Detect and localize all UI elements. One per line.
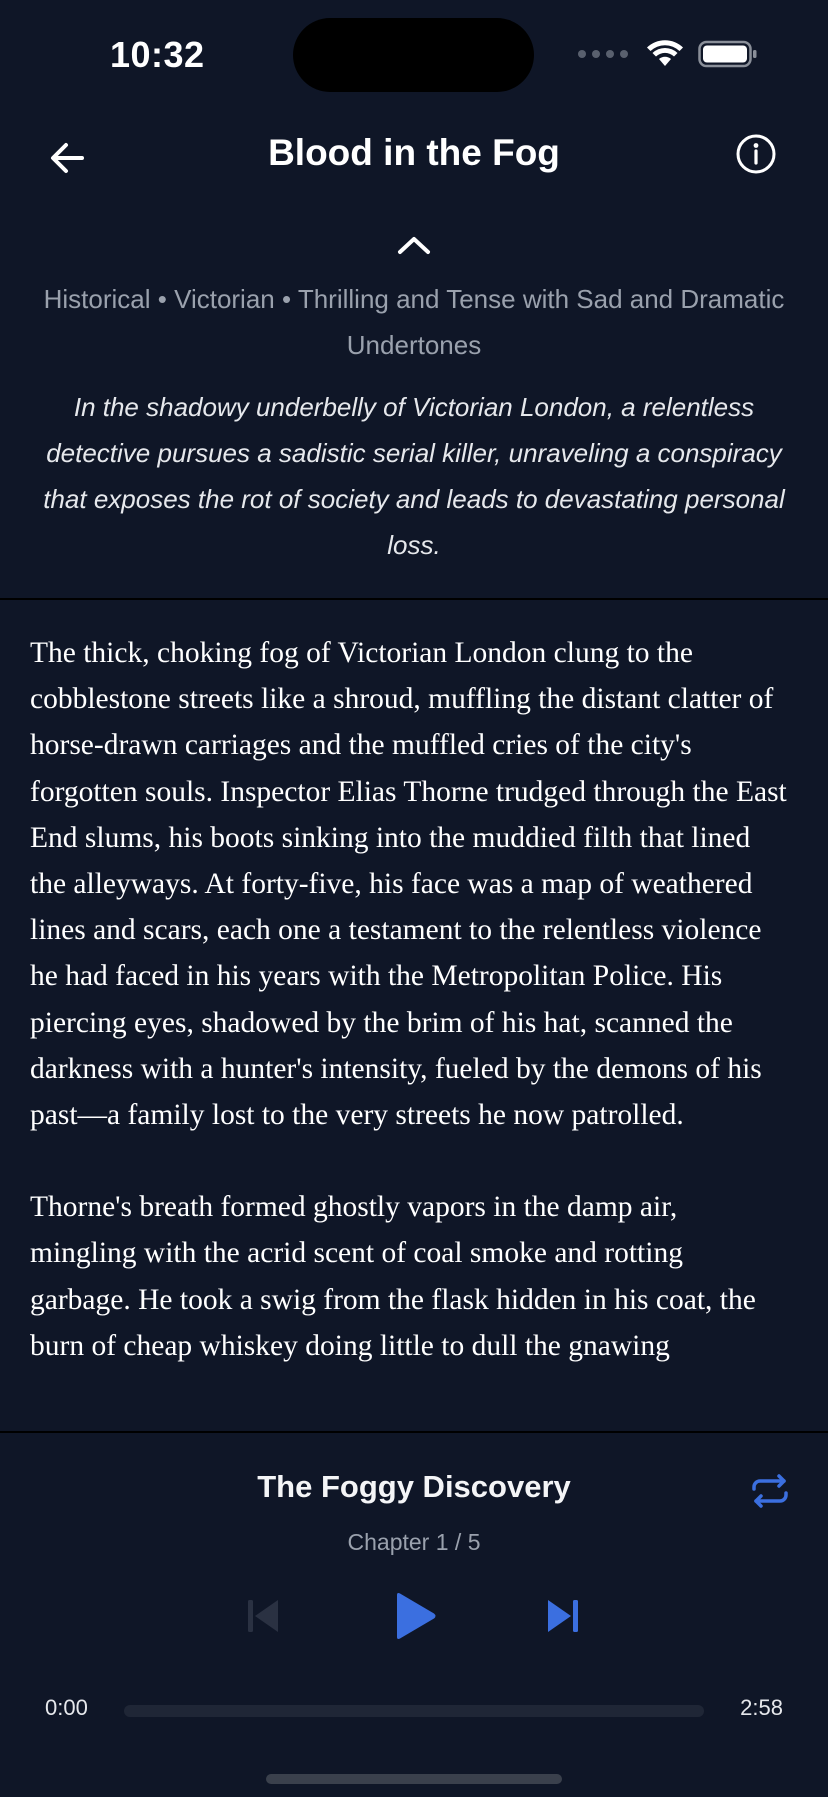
dynamic-island	[293, 18, 534, 92]
story-text	[30, 630, 788, 1430]
collapse-details-button[interactable]	[394, 230, 434, 258]
current-time: 0:00	[45, 1695, 88, 1720]
play-icon	[391, 1591, 437, 1641]
story-synopsis: In the shadowy underbelly of Victorian London, a relentless detective pursues a sadistic serial killer, unraveling a conspiracy that exposes the rot of society and leads to devastating personal loss.	[43, 392, 785, 560]
next-chapter-button[interactable]	[546, 1596, 580, 1636]
audio-player	[0, 1431, 828, 1797]
play-button[interactable]	[391, 1591, 437, 1641]
chevron-up-icon	[394, 230, 434, 258]
story-paragraph: Thorne's breath formed ghostly vapors in the damp air, mingling with the acrid scent of coal smoke and rotting garbage. He took a swig from the flask hidden in his coat, the burn of cheap whiskey doing little to dull the gnawing	[30, 1191, 756, 1362]
story-meta: Historical • Victorian • Thrilling and Tense with Sad and Dramatic Undertones	[43, 284, 785, 360]
chapter-counter: Chapter 1 / 5	[347, 1529, 481, 1555]
info-icon	[734, 132, 778, 176]
story-paragraph: The thick, choking fog of Victorian London clung to the cobblestone streets like a shroud, muffling the distant clatter of horse-drawn carriages and the muffled cries of the city's forgotten souls. Inspector Elias Thorne trudged through the East End slums, his boots sinking into the muddied filth that lined the alleyways. At forty-five, his face was a map of weathered lines and scars, each one a testament to the relentless violence he had faced in his years with the Metropolitan Police. His piercing eyes, shadowed by the brim of his hat, scanned the darkness with a hunter's intensity, fueled by the demons of his past—a family lost to the very streets he now patrolled.	[30, 637, 787, 1132]
battery-icon	[698, 40, 758, 68]
chapter-title: The Foggy Discovery	[257, 1469, 571, 1504]
skip-next-icon	[546, 1596, 580, 1636]
page-title: Blood in the Fog	[268, 132, 560, 173]
signal-dots-icon	[578, 50, 628, 58]
previous-chapter-button	[246, 1596, 280, 1636]
skip-previous-icon	[246, 1596, 280, 1636]
repeat-icon	[748, 1473, 792, 1509]
repeat-button[interactable]	[748, 1473, 792, 1509]
progress-slider[interactable]	[124, 1705, 704, 1717]
home-indicator	[266, 1774, 562, 1784]
divider	[0, 598, 828, 600]
status-icons	[578, 40, 758, 68]
wifi-icon	[646, 40, 684, 68]
info-button[interactable]	[734, 132, 778, 176]
header	[0, 110, 828, 200]
total-time: 2:58	[740, 1695, 783, 1720]
status-time: 10:32	[110, 34, 205, 75]
status-bar	[0, 0, 828, 110]
